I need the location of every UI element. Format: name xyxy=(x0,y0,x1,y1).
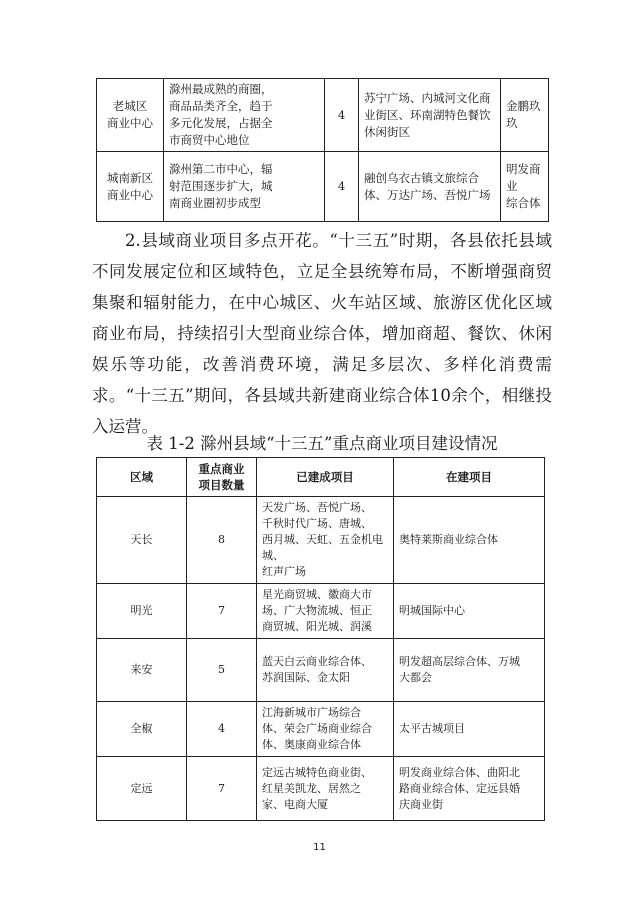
header-building: 在建项目 xyxy=(394,458,545,497)
table-cell-building: 太平古城项目 xyxy=(394,702,545,757)
table-cell-count: 5 xyxy=(187,639,257,702)
table-cell-building: 奥特莱斯商业综合体 xyxy=(394,497,545,584)
table-cell-count: 7 xyxy=(187,757,257,821)
table-cell-built: 天发广场、吾悦广场、 千秋时代广场、唐城、 西月城、天虹、五金机电城、 红声广场 xyxy=(257,497,394,584)
table-cell-area: 老城区 商业中心 xyxy=(97,79,164,152)
table-cell-area: 城南新区 商业中心 xyxy=(97,152,164,222)
table-cell-built: 星光商贸城、徽商大市 场、广大物流城、恒正 商贸城、阳光城、润溪 xyxy=(257,584,394,639)
table-cell-description: 滁州最成熟的商圈， 商品品类齐全，趋于 多元化发展，占据全 市商贸中心地位 xyxy=(164,79,325,152)
table-header-row xyxy=(97,458,545,497)
table-cell-count: 4 xyxy=(187,702,257,757)
table-cell-built: 蓝天白云商业综合体、 苏润国际、金太阳 xyxy=(257,639,394,702)
header-count: 重点商业 项目数量 xyxy=(187,458,257,497)
table-row xyxy=(97,639,545,702)
table-cell-area: 定远 xyxy=(97,757,187,821)
table-cell-projects: 苏宁广场、内城河文化商 业街区、环南湖特色餐饮 休闲街区 xyxy=(359,79,501,152)
header-area: 区域 xyxy=(97,458,187,497)
table-caption: 表 1-2 滁州县域“十三五”重点商业项目建设情况 xyxy=(146,434,498,453)
table-cell-description: 滁州第二市中心，辐 射范围逐步扩大，城 南商业圈初步成型 xyxy=(164,152,325,222)
header-built: 已建成项目 xyxy=(257,458,394,497)
table-row xyxy=(97,497,545,584)
table-county-projects xyxy=(96,457,545,821)
table-row xyxy=(97,584,545,639)
table-cell-building: 明发商业 综合体 xyxy=(501,152,549,222)
table-cell-count: 4 xyxy=(325,152,359,222)
table-row xyxy=(97,702,545,757)
table-cell-count: 7 xyxy=(187,584,257,639)
table-cell-building: 金鹏玖玖 xyxy=(501,79,549,152)
table-cell-building: 明发超高层综合体、万城 大都会 xyxy=(394,639,545,702)
table-cell-building: 明城国际中心 xyxy=(394,584,545,639)
table-cell-area: 全椒 xyxy=(97,702,187,757)
table-row xyxy=(97,152,549,222)
table-cell-area: 天长 xyxy=(97,497,187,584)
table-cell-area: 明光 xyxy=(97,584,187,639)
table-row xyxy=(97,79,549,152)
table-commercial-centers xyxy=(96,78,549,222)
table-cell-built: 定远古城特色商业街、 红星美凯龙、居然之 家、电商大厦 xyxy=(257,757,394,821)
table-cell-count: 4 xyxy=(325,79,359,152)
table-cell-building: 明发商业综合体、曲阳北 路商业综合体、定远县婚 庆商业街 xyxy=(394,757,545,821)
table-cell-built: 江海新城市广场综合 体、荣会广场商业综合 体、奥康商业综合体 xyxy=(257,702,394,757)
table-cell-area: 来安 xyxy=(97,639,187,702)
table-row xyxy=(97,757,545,821)
table-cell-count: 8 xyxy=(187,497,257,584)
table-cell-projects: 融创乌衣古镇文旅综合 体、万达广场、吾悦广场 xyxy=(359,152,501,222)
body-paragraph: 2.县域商业项目多点开花。“十三五”时期，各县依托县域不同发展定位和区域特色，立足全县统筹布局，不断增强商贸集聚和辐射能力，在中心城区、火车站区域、旅游区优化区域商业布局，持续招引大型商业综合体，增加商超、餐饮、休闲娱乐等功能，改善消费环境，满足多层次、多样化消费需求。“十三五”期间，各县域共新建商业综合体10余个，相继投入运营。 xyxy=(92,231,552,436)
page-number: 11 xyxy=(313,842,326,853)
